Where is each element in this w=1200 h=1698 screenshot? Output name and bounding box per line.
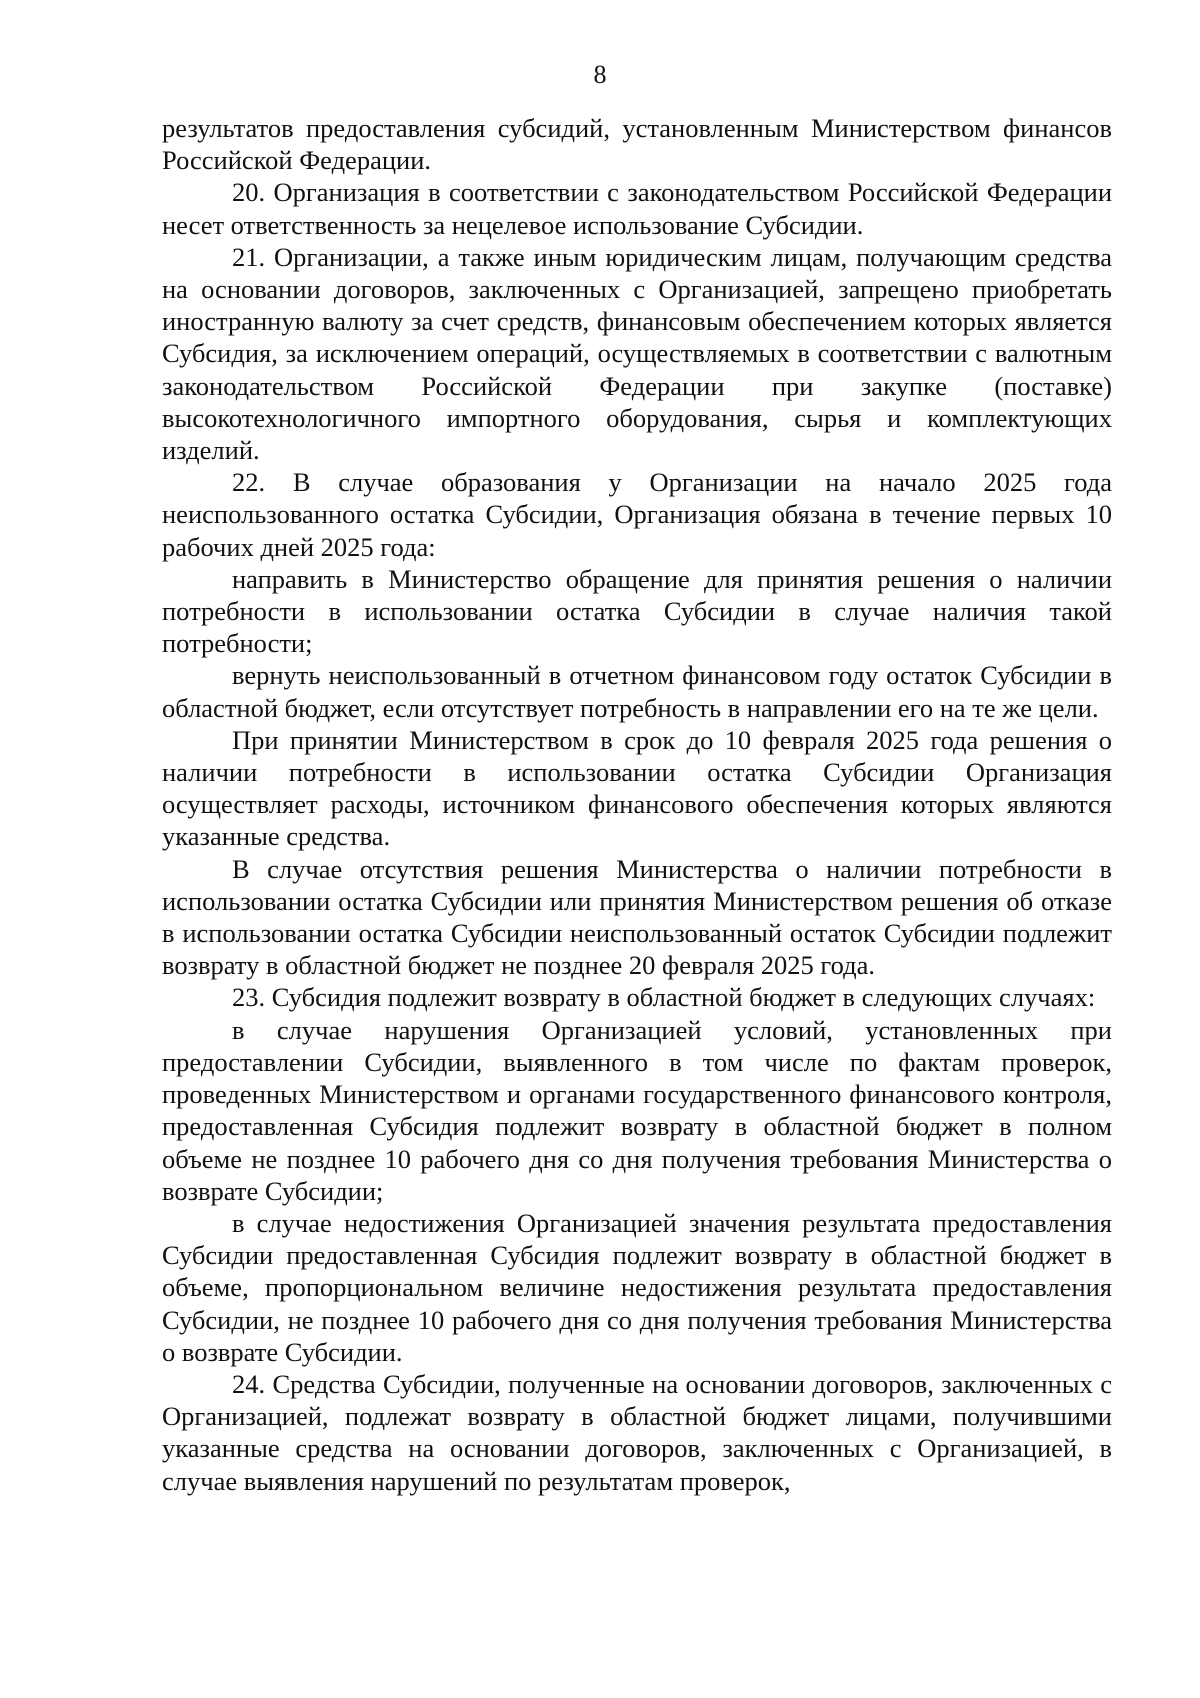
paragraph-23-item-2: в случае недостижения Организацией значения результата предоставления Субсидии предоставленная Субсидия подлежит возврату в областной бюджет в объеме, пропорциональном величине недостижения результата предоставления Субсидии, не позднее 10 рабочего дня со дня получения требования Министерства о возврате Субсидии.: [162, 1207, 1112, 1367]
paragraph-21: 21. Организации, а также иным юридическим лицам, получающим средства на основании договоров, заключенных с Организацией, запрещено приобретать иностранную валюту за счет средств, финансовым обеспечением которых является Субсидия, за исключением операций, осуществляемых в соответствии с валютным законодательством Российской Федерации при закупке (поставке) высокотехнологичного импортного оборудования, сырья и комплектующих изделий.: [162, 241, 1112, 466]
paragraph-22-decision: При принятии Министерством в срок до 10 февраля 2025 года решения о наличии потребности в использовании остатка Субсидии Организация осуществляет расходы, источником финансового обеспечения которых являются указанные средства.: [162, 724, 1112, 852]
page-number: 8: [593, 60, 607, 89]
paragraph-continuation: результатов предоставления субсидий, установленным Министерством финансов Российской Федерации.: [162, 113, 1112, 176]
paragraph-22-no-decision: В случае отсутствия решения Министерства о наличии потребности в использовании остатка Субсидии или принятия Министерством решения об отказе в использовании остатка Субсидии неиспользованный остаток Субсидии подлежит возврату в областной бюджет не позднее 20 февраля 2025 года.: [162, 853, 1112, 981]
paragraph-24: 24. Средства Субсидии, полученные на основании договоров, заключенных с Организацией, подлежат возврату в областной бюджет лицами, получившими указанные средства на основании договоров, заключенных с Организацией, в случае выявления нарушений по результатам проверок,: [162, 1368, 1112, 1496]
paragraph-22-item-2: вернуть неиспользованный в отчетном финансовом году остаток Субсидии в областной бюджет, если отсутствует потребность в направлении его на те же цели.: [162, 660, 1112, 723]
paragraph-22-item-1: направить в Министерство обращение для принятия решения о наличии потребности в использовании остатка Субсидии в случае наличия такой потребности;: [162, 563, 1112, 659]
paragraph-23-item-1: в случае нарушения Организацией условий, установленных при предоставлении Субсидии, выявленного в том числе по фактам проверок, проведенных Министерством и органами государственного финансового контроля, предоставленная Субсидия подлежит возврату в областной бюджет в полном объеме не позднее 10 рабочего дня со дня получения требования Министерства о возврате Субсидии;: [162, 1014, 1112, 1206]
paragraph-20: 20. Организация в соответствии с законодательством Российской Федерации несет ответственность за нецелевое использование Субсидии.: [162, 177, 1112, 240]
paragraph-22: 22. В случае образования у Организации на начало 2025 года неиспользованного остатка Субсидии, Организация обязана в течение первых 10 рабочих дней 2025 года:: [162, 467, 1112, 562]
paragraph-23: 23. Субсидия подлежит возврату в областной бюджет в следующих случаях:: [232, 982, 1096, 1013]
document-body: [162, 112, 1112, 1497]
